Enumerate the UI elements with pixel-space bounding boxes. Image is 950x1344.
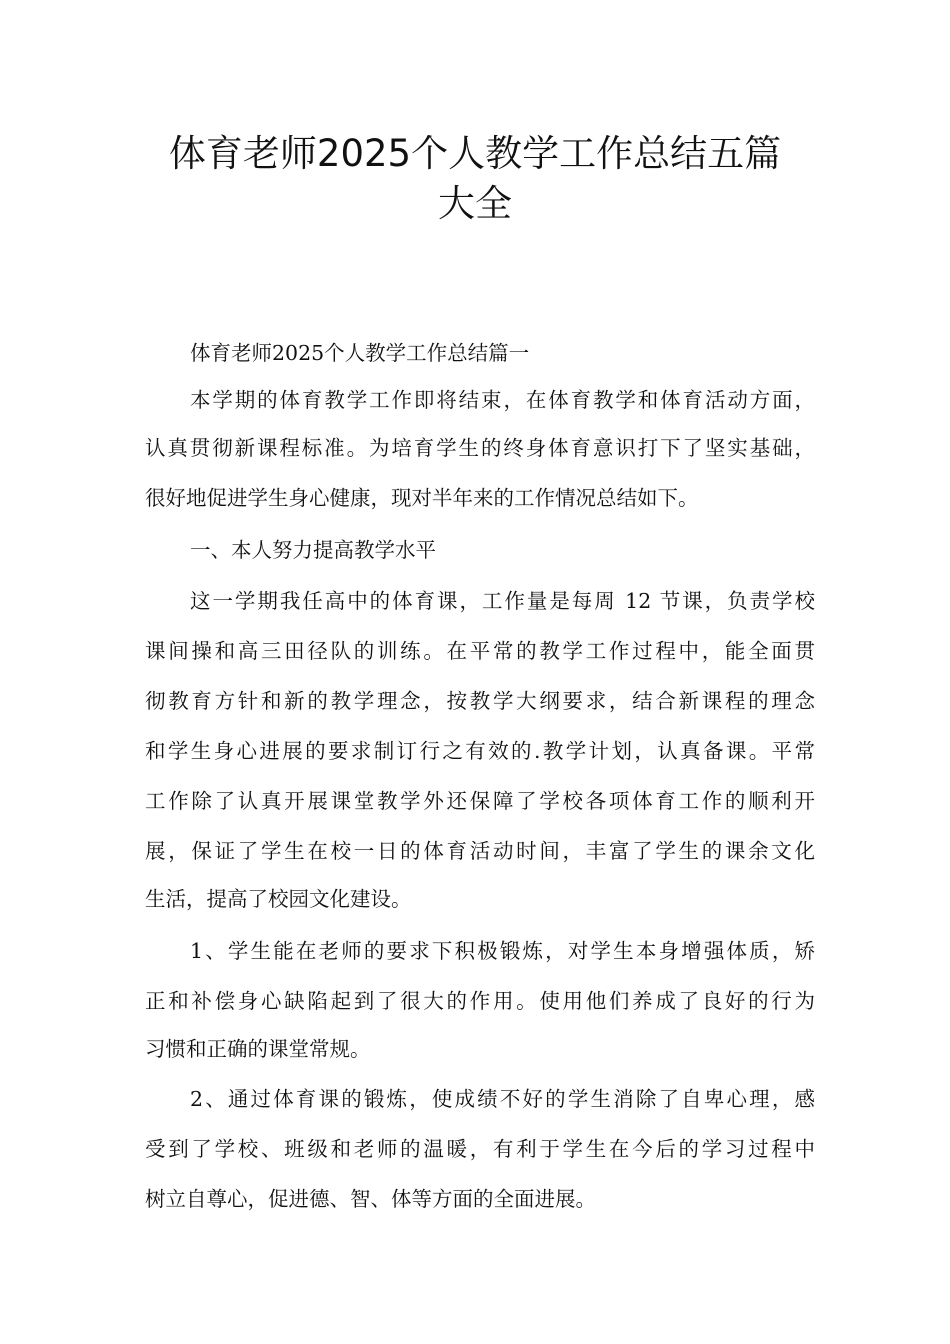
list-item-line: 2、通过体育课的锻炼，使成绩不好的学生消除了自卑心理，感	[190, 1087, 815, 1111]
list-item-line: 受到了学校、班级和老师的温暖，有利于学生在今后的学习过程中	[145, 1137, 815, 1161]
paragraph-line: 课间操和高三田径队的训练。在平常的教学工作过程中，能全面贯	[145, 639, 815, 663]
section-heading: 一、本人努力提高教学水平	[190, 538, 436, 562]
list-item-line: 1、学生能在老师的要求下积极锻炼，对学生本身增强体质，矫	[190, 939, 815, 963]
paragraph-line: 认真贯彻新课程标准。为培育学生的终身体育意识打下了坚实基础，	[145, 436, 815, 460]
paragraph-line: 生活，提高了校园文化建设。	[145, 887, 412, 911]
paragraph-line: 彻教育方针和新的教学理念，按教学大纲要求，结合新课程的理念	[145, 689, 815, 713]
section-heading-part-one: 体育老师2025个人教学工作总结篇一	[190, 341, 530, 365]
document-title-line-2: 大全	[438, 182, 512, 225]
paragraph-line: 本学期的体育教学工作即将结束，在体育教学和体育活动方面，	[190, 388, 815, 412]
list-item-line: 树立自尊心，促进德、智、体等方面的全面进展。	[145, 1187, 596, 1211]
paragraph-line: 工作除了认真开展课堂教学外还保障了学校各项体育工作的顺利开	[145, 789, 815, 813]
list-item-line: 正和补偿身心缺陷起到了很大的作用。使用他们养成了良好的行为	[145, 989, 815, 1013]
paragraph-line: 和学生身心进展的要求制订行之有效的.教学计划，认真备课。平常	[145, 739, 815, 763]
paragraph-line: 很好地促进学生身心健康，现对半年来的工作情况总结如下。	[145, 486, 699, 510]
document-title-line-1: 体育老师2025个人教学工作总结五篇	[168, 132, 782, 175]
paragraph-line: 这一学期我任高中的体育课，工作量是每周 12 节课，负责学校	[190, 589, 815, 613]
paragraph-line: 展，保证了学生在校一日的体育活动时间，丰富了学生的课余文化	[145, 839, 815, 863]
list-item-line: 习惯和正确的课堂常规。	[145, 1037, 371, 1061]
